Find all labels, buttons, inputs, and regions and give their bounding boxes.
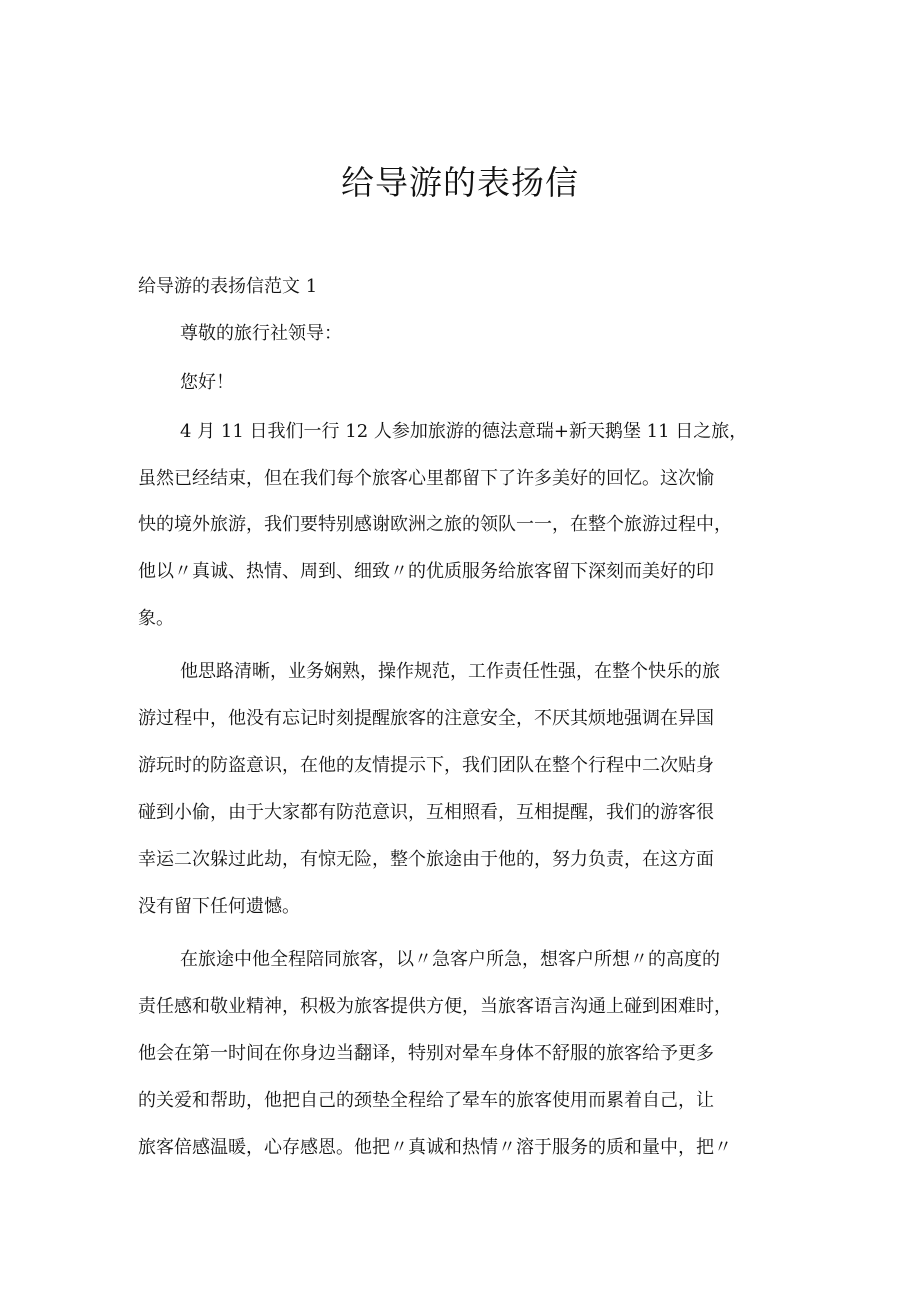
page-title: 给导游的表扬信 xyxy=(341,163,579,203)
body-line: 的关爱和帮助，他把自己的颈垫全程给了晕车的旅客使用而累着自己，让 xyxy=(138,1090,714,1111)
body-line: 没有留下任何遗憾。 xyxy=(138,896,300,917)
body-line: 他以〃真诚、热情、周到、细致〃的优质服务给旅客留下深刻而美好的印 xyxy=(138,561,714,582)
body-line: 快的境外旅游，我们要特别感谢欧洲之旅的领队一一，在整个旅游过程中， xyxy=(138,514,732,535)
salutation: 尊敬的旅行社领导： xyxy=(180,323,342,344)
body-line: 碰到小偷，由于大家都有防范意识，互相照看，互相提醒，我们的游客很 xyxy=(138,802,714,823)
body-line: 4 月 11 日我们一行 12 人参加旅游的德法意瑞+新天鹅堡 11 日之旅， xyxy=(180,421,748,442)
body-line: 旅客倍感温暖，心存感恩。他把〃真诚和热情〃溶于服务的质和量中，把〃 xyxy=(138,1137,732,1158)
body-line: 幸运二次躲过此劫，有惊无险，整个旅途由于他的，努力负责，在这方面 xyxy=(138,849,714,870)
body-line: 在旅途中他全程陪同旅客，以〃急客户所急，想客户所想〃的高度的 xyxy=(180,949,720,970)
body-line: 游过程中，他没有忘记时刻提醒旅客的注意安全，不厌其烦地强调在异国 xyxy=(138,708,714,729)
body-line: 他思路清晰，业务娴熟，操作规范，工作责任性强，在整个快乐的旅 xyxy=(180,661,720,682)
body-line: 游玩时的防盗意识，在他的友情提示下，我们团队在整个行程中二次贴身 xyxy=(138,755,714,776)
body-line: 他会在第一时间在你身边当翻译，特别对晕车身体不舒服的旅客给予更多 xyxy=(138,1043,714,1064)
body-line: 象。 xyxy=(138,608,174,629)
section-subtitle: 给导游的表扬信范文 1 xyxy=(138,276,318,297)
body-line: 责任感和敬业精神，积极为旅客提供方便，当旅客语言沟通上碰到困难时， xyxy=(138,996,732,1017)
greeting: 您好！ xyxy=(180,372,234,393)
body-line: 虽然已经结束，但在我们每个旅客心里都留下了许多美好的回忆。这次愉 xyxy=(138,468,714,489)
